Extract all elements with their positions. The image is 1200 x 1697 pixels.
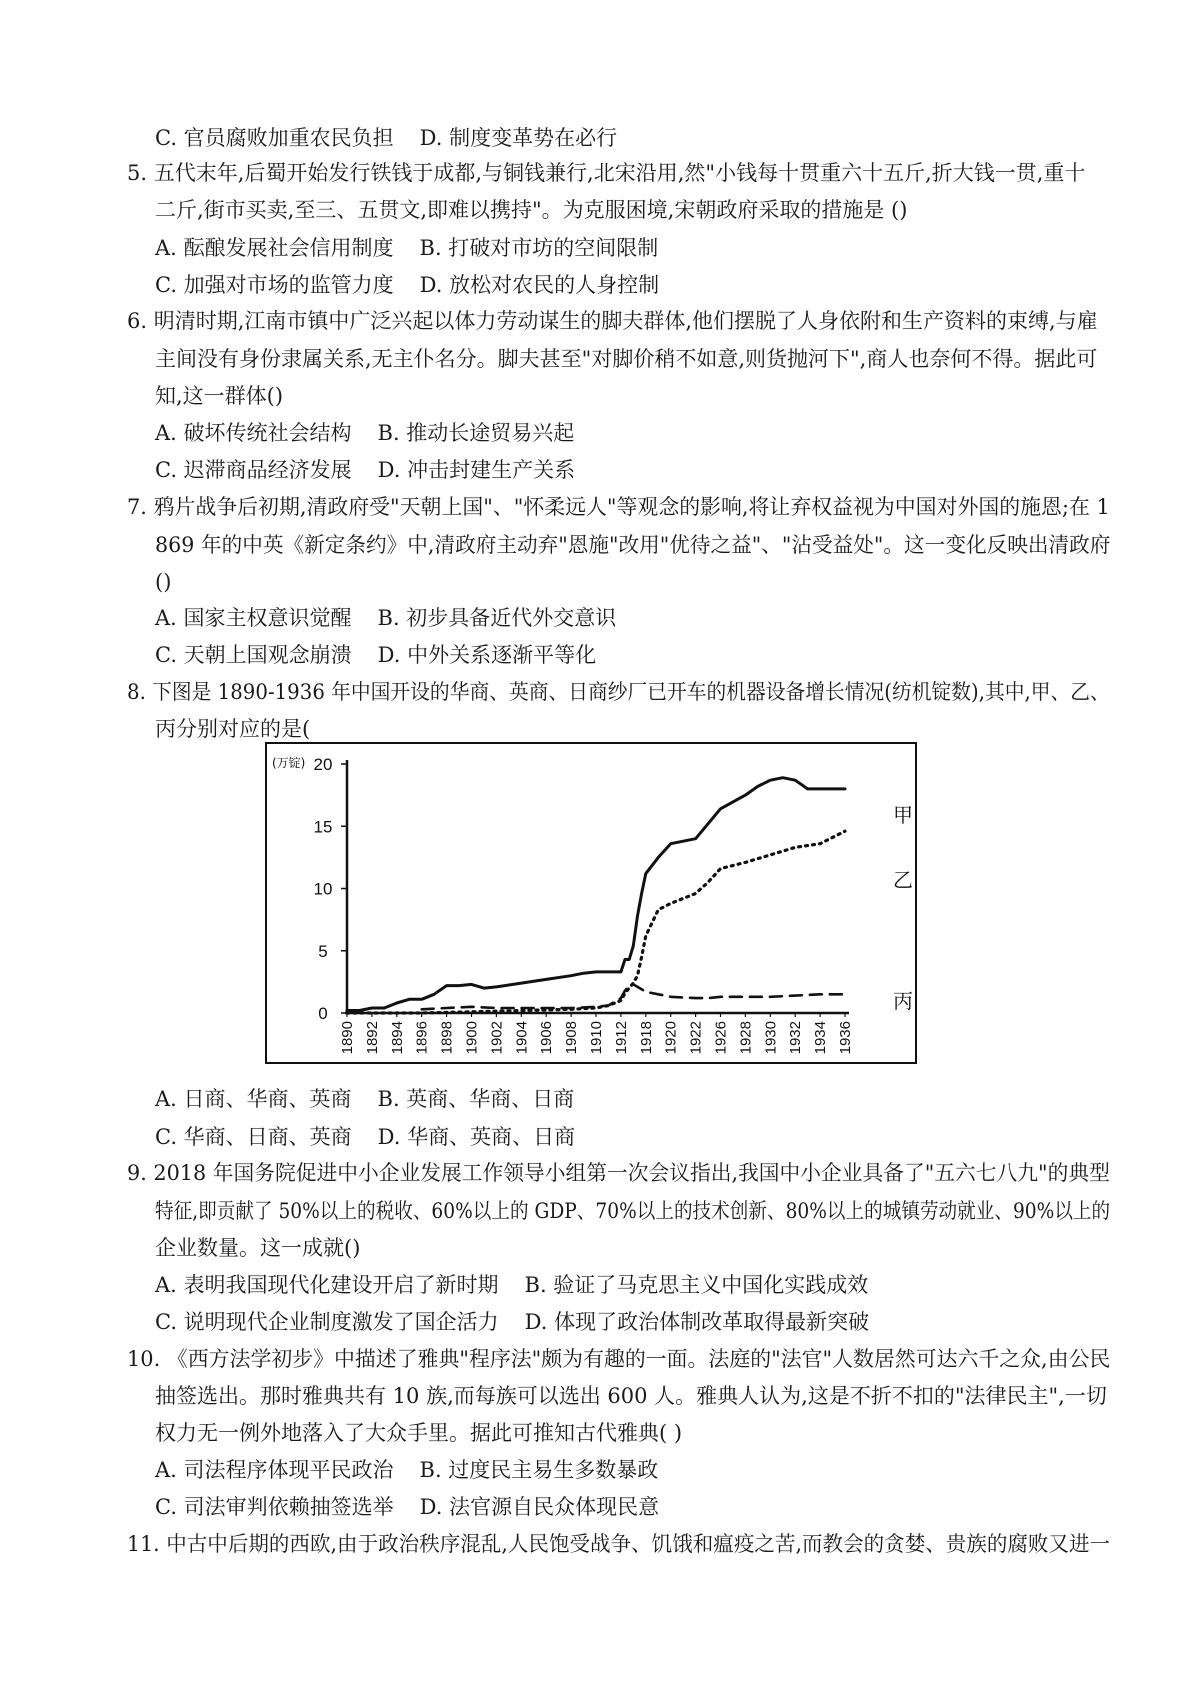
x-axis	[339, 1013, 854, 1054]
q6-option-a: A. 破坏传统社会结构	[155, 421, 352, 445]
q9-options-cd	[155, 1307, 869, 1337]
q5-options-cd	[155, 270, 659, 300]
q5-stem-line-2: 二斤,街市买卖,至三、五贯文,即难以携持"。为克服困境,宋朝政府采取的措施是 ()	[155, 198, 908, 222]
y-axis	[314, 755, 347, 1023]
q7-option-a: A. 国家主权意识觉醒	[155, 606, 352, 630]
q7-stem-line-1: 7. 鸦片战争后初期,清政府受"天朝上国"、"怀柔远人"等观念的影响,将让弃权益视为中国对外国的施恩;在 1	[127, 495, 1110, 519]
q6-stem-line-2: 主间没有身份隶属关系,无主仆名分。脚夫甚至"对脚价稍不如意,则货抛河下",商人也奈何不得。据此可	[155, 347, 1098, 371]
q4-option-d: D. 制度变革势在必行	[419, 126, 618, 150]
x-tick-label: 1894	[388, 1021, 406, 1055]
x-tick-label: 1904	[513, 1021, 531, 1055]
q9-option-c: C. 说明现代企业制度激发了国企活力	[155, 1310, 499, 1334]
x-tick-label: 1896	[413, 1021, 431, 1055]
q5-options-ab	[155, 233, 658, 263]
x-tick-label: 1936	[837, 1021, 854, 1055]
x-tick-label: 1934	[812, 1021, 830, 1055]
q8-options-ab	[155, 1084, 574, 1114]
q10-options-cd	[155, 1492, 659, 1522]
q9-stem-line-2: 特征,即贡献了 50%以上的税收、60%以上的 GDP、70%以上的技术创新、80%以上的城镇劳动就业、90%以上的	[155, 1199, 1111, 1223]
q7-option-c: C. 天朝上国观念崩溃	[155, 643, 352, 667]
x-tick-label: 1928	[737, 1021, 755, 1055]
q6-option-b: B. 推动长途贸易兴起	[377, 421, 575, 445]
q8-stem-line-1: 8. 下图是 1890-1936 年中国开设的华商、英商、日商纱厂已开车的机器设备增长情况(纺机锭数),其中,甲、乙、	[127, 680, 1110, 704]
q4-options-cd	[155, 123, 617, 153]
x-tick-label: 1918	[637, 1021, 655, 1055]
q8-option-a: A. 日商、华商、英商	[155, 1087, 352, 1111]
q6-stem-line-3: 知,这一群体()	[155, 384, 284, 408]
x-tick-label: 1932	[787, 1021, 805, 1055]
q11-stem-line-1: 11. 中古中后期的西欧,由于政治秩序混乱,人民饱受战争、饥饿和瘟疫之苦,而教会的贪婪、贵族的腐败又进一	[127, 1532, 1111, 1556]
q9-option-a: A. 表明我国现代化建设开启了新时期	[155, 1273, 499, 1297]
y-tick-label: 20	[313, 755, 333, 774]
q9-stem-line-1: 9. 2018 年国务院促进中小企业发展工作领导小组第一次会议指出,我国中小企业具备了"五六七八九"的典型	[127, 1161, 1110, 1185]
x-tick-label: 1890	[339, 1021, 356, 1055]
q9-option-b: B. 验证了马克思主义中国化实践成效	[524, 1273, 869, 1297]
q10-option-b: B. 过度民主易生多数暴政	[419, 1458, 659, 1482]
x-tick-label: 1900	[463, 1021, 481, 1055]
q6-stem-line-1: 6. 明清时期,江南市镇中广泛兴起以体力劳动谋生的脚夫群体,他们摆脱了人身依附和生产资料的束缚,与雇	[127, 309, 1098, 333]
y-tick-label: 10	[313, 879, 333, 899]
series-label-jia: 甲	[893, 803, 913, 827]
q7-stem-line-3: ()	[155, 570, 172, 594]
y-tick-label: 15	[313, 817, 333, 837]
q10-option-c: C. 司法审判依赖抽签选举	[155, 1495, 394, 1519]
q9-stem-line-3: 企业数量。这一成就()	[155, 1236, 361, 1260]
q6-option-c: C. 迟滞商品经济发展	[155, 458, 352, 482]
q5-option-a: A. 酝酿发展社会信用制度	[155, 236, 394, 260]
q5-option-b: B. 打破对市坊的空间限制	[419, 236, 659, 260]
series-lines	[347, 778, 845, 1013]
q10-stem-line-2: 抽签选出。那时雅典共有 10 族,而每族可以选出 600 人。雅典人认为,这是不折不扣的"法律民主",一切	[155, 1384, 1107, 1408]
q9-option-d: D. 体现了政治体制改革取得最新突破	[524, 1310, 870, 1334]
x-tick-label: 1898	[438, 1021, 456, 1055]
q10-stem-line-3: 权力无一例外地落入了大众手里。据此可推知古代雅典( )	[155, 1421, 683, 1445]
q10-stem-line-1: 10. 《西方法学初步》中描述了雅典"程序法"颇为有趣的一面。法庭的"法官"人数居然可达六千之众,由公民	[127, 1347, 1111, 1371]
q6-options-ab	[155, 418, 574, 448]
q10-option-a: A. 司法程序体现平民政治	[155, 1458, 394, 1482]
q6-option-d: D. 冲击封建生产关系	[377, 458, 576, 482]
series-line-1	[347, 778, 845, 1011]
x-tick-label: 1912	[612, 1021, 630, 1055]
q8-stem-line-2: 丙分别对应的是(	[155, 717, 311, 741]
q8-options-cd	[155, 1122, 575, 1152]
q4-option-c: C. 官员腐败加重农民负担	[155, 126, 394, 150]
q6-options-cd	[155, 455, 575, 485]
q8-option-c: C. 华商、日商、英商	[155, 1125, 352, 1149]
q10-option-d: D. 法官源自民众体现民意	[419, 1495, 660, 1519]
spindle-growth-chart	[265, 742, 917, 1064]
q7-option-b: B. 初步具备近代外交意识	[377, 606, 617, 630]
x-tick-label: 1926	[712, 1021, 730, 1055]
y-tick-label: 0	[318, 1004, 328, 1023]
series-label-bing: 丙	[893, 989, 913, 1013]
q7-option-d: D. 中外关系逐渐平等化	[377, 643, 597, 667]
series-label-yi: 乙	[893, 868, 913, 892]
q7-options-ab	[155, 603, 616, 633]
q8-option-d: D. 华商、英商、日商	[377, 1125, 576, 1149]
x-tick-label: 1930	[762, 1021, 780, 1055]
q7-stem-line-2: 869 年的中英《新定条约》中,清政府主动弃"恩施"改用"优待之益"、"沾受益处"。这一变化反映出清政府	[155, 533, 1111, 557]
x-tick-label: 1908	[563, 1021, 581, 1055]
q5-option-c: C. 加强对市场的监管力度	[155, 273, 394, 297]
q5-stem-line-1: 5. 五代末年,后蜀开始发行铁钱于成都,与铜钱兼行,北宋沿用,然"小钱每十贯重六十五斤,折大钱一贯,重十	[127, 161, 1086, 185]
x-tick-label: 1922	[687, 1021, 705, 1055]
series-line-2	[347, 831, 845, 1013]
y-tick-label: 5	[318, 941, 328, 961]
q7-options-cd	[155, 640, 596, 670]
x-tick-label: 1902	[488, 1021, 506, 1055]
q5-option-d: D. 放松对农民的人身控制	[419, 273, 660, 297]
q9-options-ab	[155, 1270, 868, 1300]
x-tick-label: 1910	[588, 1021, 605, 1055]
y-unit-label: (万锭)	[272, 756, 306, 770]
x-tick-label: 1892	[363, 1021, 381, 1055]
x-tick-label: 1920	[662, 1021, 680, 1055]
q8-option-b: B. 英商、华商、日商	[377, 1087, 575, 1111]
q10-options-ab	[155, 1455, 658, 1485]
x-tick-label: 1906	[538, 1021, 556, 1055]
